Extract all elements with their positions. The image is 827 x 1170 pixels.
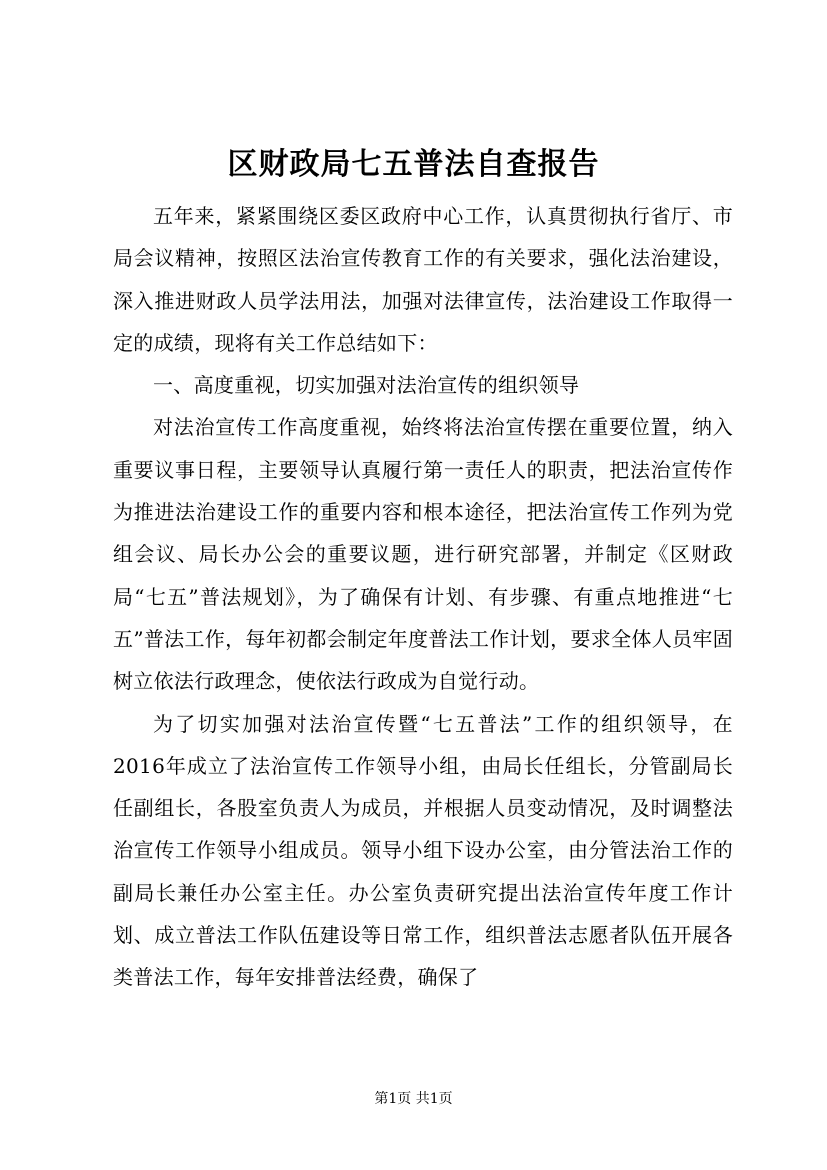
page-footer: 第1页 共1页	[374, 1091, 453, 1107]
paragraph-leadership: 对法治宣传工作高度重视，始终将法治宣传摆在重要位置，纳入重要议事日程，主要领导认真履行第一责任人的职责，把法治宣传作为推进法治建设工作的重要内容和根本途径，把法治宣传工作列为党组会议、局长办公会的重要议题，进行研究部署，并制定《区财政局“七五”普法规划》，为了确保有计划、有步骤、有重点地推进“七五”普法工作，每年初都会制定年度普法工作计划，要求全体人员牢固树立依法行政理念，使依法行政成为自觉行动。	[113, 415, 733, 694]
paragraph-organization: 为了切实加强对法治宣传暨“七五普法”工作的组织领导，在2016年成立了法治宣传工作领导小组，由局长任组长，分管副局长任副组长，各股室负责人为成员，并根据人员变动情况，及时调整法治宣传工作领导小组成员。领导小组下设办公室，由分管法治工作的副局长兼任办公室主任。办公室负责研究提出法治宣传年度工作计划、成立普法工作队伍建设等日常工作，组织普法志愿者队伍开展各类普法工作，每年安排普法经费，确保了	[113, 711, 733, 990]
section-heading-1: 一、高度重视，切实加强对法治宣传的组织领导	[153, 373, 580, 398]
document-title: 区财政局七五普法自查报告	[227, 147, 600, 182]
paragraph-intro: 五年来，紧紧围绕区委区政府中心工作，认真贯彻执行省厅、市局会议精神，按照区法治宣传教育工作的有关要求，强化法治建设，深入推进财政人员学法用法，加强对法律宣传，法治建设工作取得一定的成绩，现将有关工作总结如下：	[113, 204, 733, 355]
document-body	[113, 195, 733, 999]
